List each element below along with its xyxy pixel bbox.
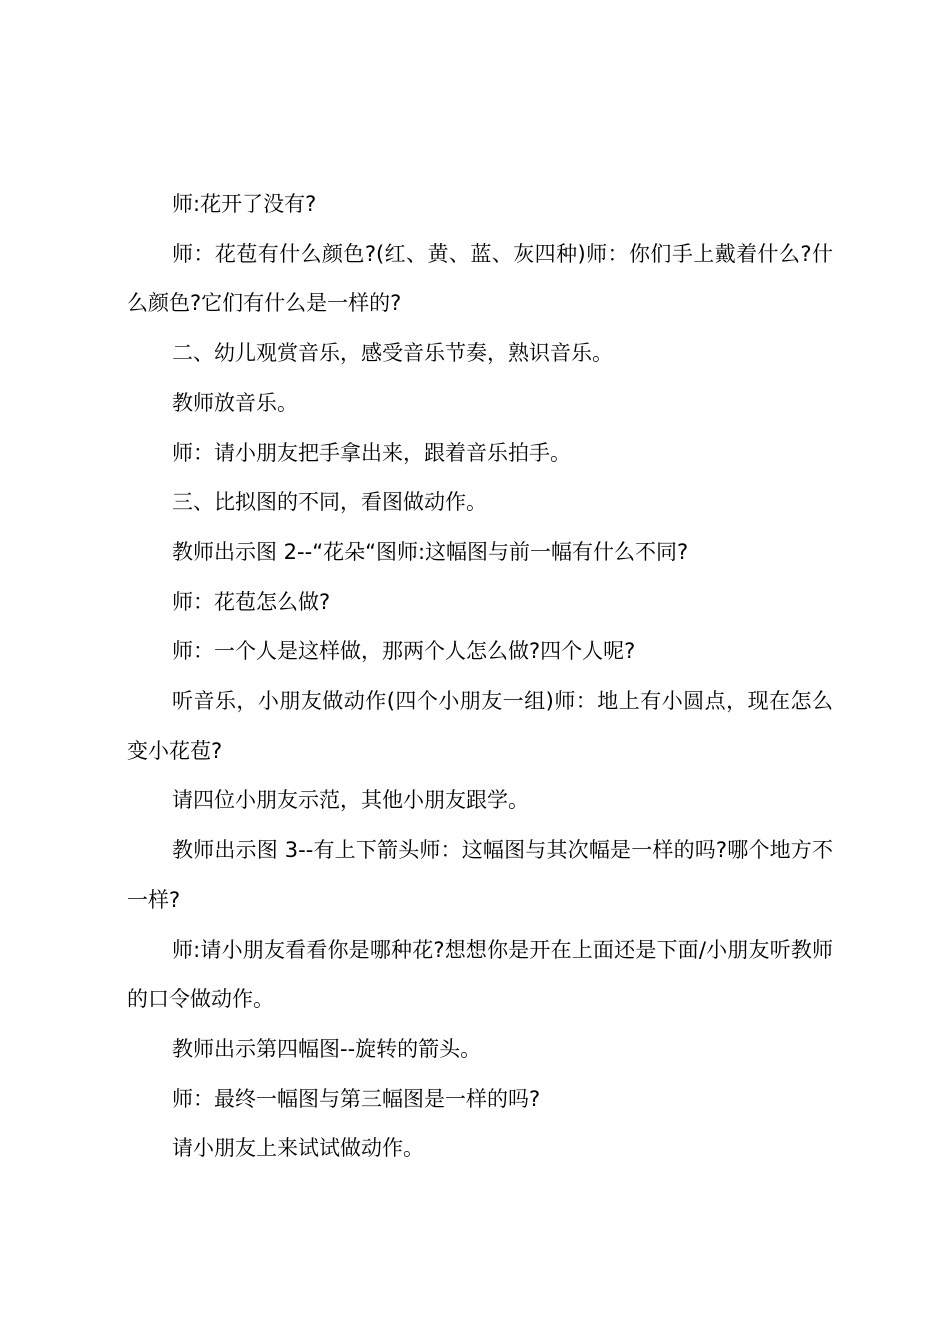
paragraph: 教师放音乐。: [172, 390, 298, 415]
paragraph: 二、幼儿观赏音乐，感受音乐节奏，熟识音乐。: [172, 341, 613, 366]
paragraph: 教师出示第四幅图--旋转的箭头。: [172, 1036, 482, 1061]
paragraph: 师：花苞有什么颜色?(红、黄、蓝、灰四种)师：你们手上戴着什么?什么颜色?它们有什么是一样的?: [127, 241, 833, 316]
paragraph: 师:花开了没有?: [172, 192, 317, 216]
document-body: [127, 180, 833, 1174]
paragraph: 师：一个人是这样做，那两个人怎么做?四个人呢?: [172, 639, 636, 664]
paragraph: 听音乐，小朋友做动作(四个小朋友一组)师：地上有小圆点，现在怎么变小花苞?: [127, 689, 833, 763]
paragraph: 师:请小朋友看看你是哪种花?想想你是开在上面还是下面/小朋友听教师的口令做动作。: [127, 937, 833, 1012]
paragraph: 师：最终一幅图与第三幅图是一样的吗?: [172, 1086, 541, 1111]
paragraph: 师：花苞怎么做?: [172, 589, 331, 614]
paragraph: 请四位小朋友示范，其他小朋友跟学。: [172, 788, 529, 813]
paragraph: 三、比拟图的不同，看图做动作。: [172, 490, 487, 515]
paragraph: 教师出示图 3--有上下箭头师：这幅图与其次幅是一样的吗?哪个地方不一样?: [127, 838, 833, 912]
paragraph: 请小朋友上来试试做动作。: [172, 1136, 424, 1161]
paragraph: 教师出示图 2--“花朵“图师:这幅图与前一幅有什么不同?: [172, 539, 689, 564]
paragraph: 师：请小朋友把手拿出来，跟着音乐拍手。: [172, 440, 571, 465]
